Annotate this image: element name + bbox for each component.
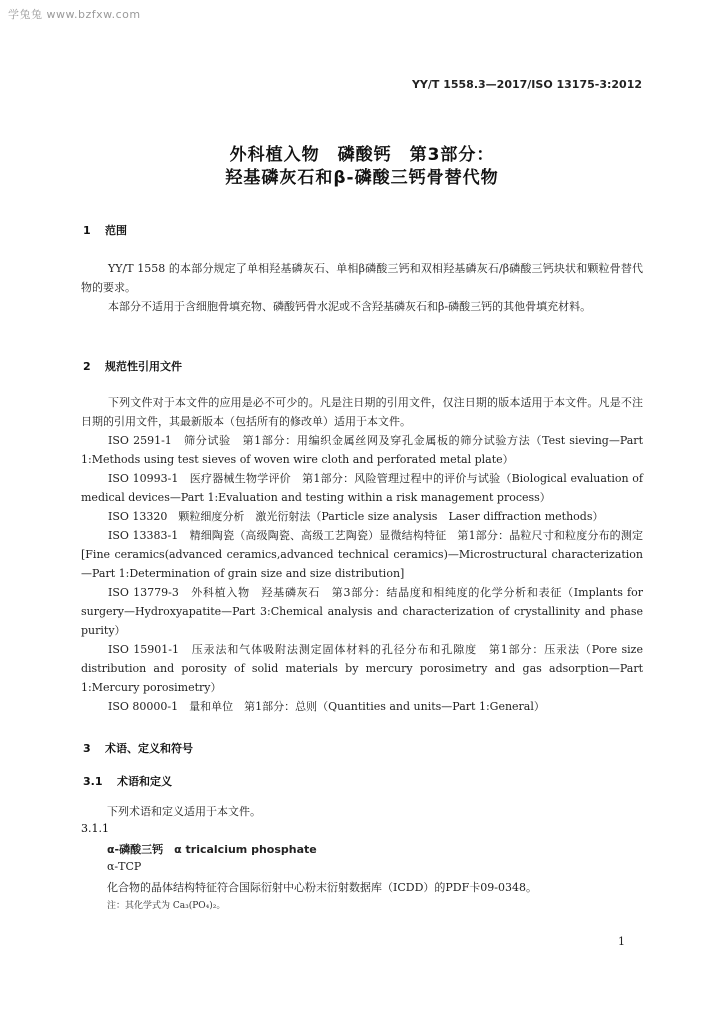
subsection-number: 3.1 xyxy=(83,775,103,788)
section-heading-scope xyxy=(83,222,127,238)
reference-item: ISO 2591-1 筛分试验 第1部分：用编织金属丝网及穿孔金属板的筛分试验方法（Test sieving—Part 1:Methods using test sieves of woven wire cloth and perforated metal plate） xyxy=(81,434,643,466)
section-number: 3 xyxy=(83,742,91,755)
scope-paragraph-1: YY/T 1558 的本部分规定了单相羟基磷灰石、单相β磷酸三钙和双相羟基磷灰石/β磷酸三钙块状和颗粒骨替代物的要求。 xyxy=(81,262,643,294)
term-entry: α-磷酸三钙 α tricalcium phosphate xyxy=(107,843,317,856)
terms-intro: 下列术语和定义适用于本文件。 xyxy=(107,805,261,818)
scope-paragraph-2: 本部分不适用于含细胞骨填充物、磷酸钙骨水泥或不含羟基磷灰石和β-磷酸三钙的其他骨填充材料。 xyxy=(108,300,592,313)
term-note: 注：其化学式为 Ca₃(PO₄)₂。 xyxy=(107,901,226,911)
subsection-title: 术语和定义 xyxy=(117,775,172,788)
reference-item: ISO 10993-1 医疗器械生物学评价 第1部分：风险管理过程中的评价与试验（Biological evaluation of medical devices—Part 1:Evaluation and testing within a risk management process） xyxy=(81,472,643,504)
subsection-heading-terms-definitions xyxy=(83,773,172,789)
section-heading-terms xyxy=(83,740,193,756)
watermark: 学兔兔 www.bzfxw.com xyxy=(8,8,141,21)
reference-item: ISO 15901-1 压汞法和气体吸附法测定固体材料的孔径分布和孔隙度 第1部分：压汞法（Pore size distribution and porosity of solid materials by mercury porosimetry and gas adsorption—Part 1:Mercury porosimetry） xyxy=(81,643,643,694)
section-heading-normative-references xyxy=(83,358,182,374)
page-number: 1 xyxy=(618,935,625,948)
reference-item: ISO 13383-1 精细陶瓷（高级陶瓷、高级工艺陶瓷）显微结构特征 第1部分：晶粒尺寸和粒度分布的测定[Fine ceramics(advanced ceramics,advanced technical ceramics)—Microstructural characterization—Part 1:Determination of grain size and size distribution] xyxy=(81,529,643,580)
reference-item: ISO 13779-3 外科植入物 羟基磷灰石 第3部分：结晶度和相纯度的化学分析和表征（Implants for surgery—Hydroxyapatite—Part 3:Chemical analysis and characterization of crystallinity and phase purity） xyxy=(81,586,643,637)
term-definition: 化合物的晶体结构特征符合国际衍射中心粉末衍射数据库（ICDD）的PDF卡09-0348。 xyxy=(107,881,537,894)
references-intro: 下列文件对于本文件的应用是必不可少的。凡是注日期的引用文件，仅注日期的版本适用于本文件。凡是不注日期的引用文件，其最新版本（包括所有的修改单）适用于本文件。 xyxy=(81,396,643,428)
term-number: 3.1.1 xyxy=(81,822,109,835)
document-title-line2: 羟基磷灰石和β-磷酸三钙骨替代物 xyxy=(225,168,499,188)
reference-item: ISO 80000-1 量和单位 第1部分：总则（Quantities and units—Part 1:General） xyxy=(108,700,545,713)
section-title: 术语、定义和符号 xyxy=(105,742,193,755)
term-abbreviation: α-TCP xyxy=(107,860,142,873)
section-title: 范围 xyxy=(105,224,127,237)
section-number: 2 xyxy=(83,360,91,373)
standard-code: YY/T 1558.3—2017/ISO 13175-3:2012 xyxy=(411,78,642,91)
reference-item: ISO 13320 颗粒细度分析 激光衍射法（Particle size analysis Laser diffraction methods） xyxy=(108,510,604,523)
document-title-line1: 外科植入物 磷酸钙 第3部分： xyxy=(229,145,495,165)
section-number: 1 xyxy=(83,224,91,237)
section-title: 规范性引用文件 xyxy=(105,360,182,373)
